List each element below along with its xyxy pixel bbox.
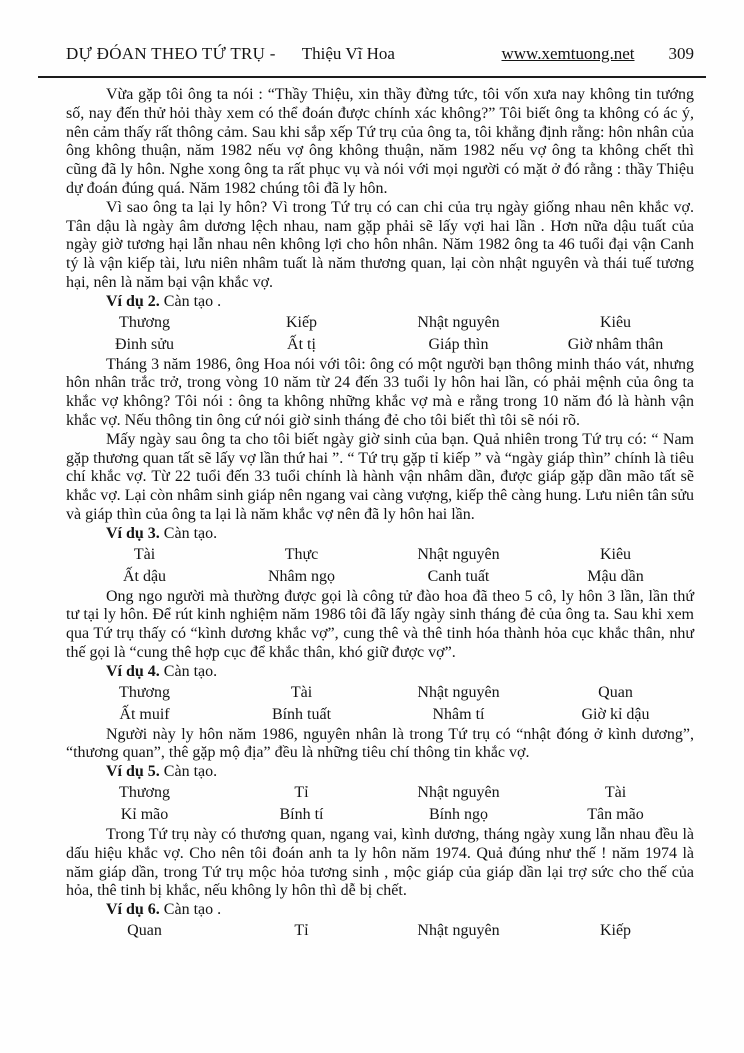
pillar-cell: Thương: [119, 683, 170, 701]
pillar-cell: Quan: [127, 921, 162, 939]
paragraph-5: Ong ngo người mà thường được gọi là công tử đào hoa đã theo 5 cô, ly hôn 3 lần, lần thứ tư tại ly hôn. Để rút kinh nghiệm năm 1986 tôi đã lấy ngày sinh tháng đẻ của ông ta. Sau khi xem qua Tứ trụ thấy có “kình dương khắc vợ”, cung thê và thê tinh hóa thành hỏa cục khắc thân, như thế gọi là “cung thê hợp cục để khắc thân, khó giữ được vợ”.: [66, 587, 694, 661]
example-3-table: [66, 544, 694, 588]
pillar-cell: Nhật nguyên: [417, 545, 500, 563]
pillar-cell: Canh tuất: [427, 567, 490, 585]
pillar-cell: Nhật nguyên: [417, 313, 500, 331]
pillar-cell: Kiêu: [599, 313, 632, 331]
pillar-cell: Mậu dần: [587, 567, 644, 585]
example-3-subtitle: Càn tạo.: [163, 524, 218, 542]
paragraph-2: Vì sao ông ta lại ly hôn? Vì trong Tứ trụ có can chi của trụ ngày giống nhau nên khắc vợ. Tân dậu là ngày âm dương lệch nhau, nam gặp phải sẽ lấy vợi hai lần . Hơn nữa dậu tuất của ngày giờ tương hại lẫn nhau nên không lợi cho hôn nhân. Năm 1982 ông ta 46 tuổi đại vận Canh tý là vận kiếp tài, lưu niên nhâm tuất là năm thương quan, lại còn nhật nguyên và thái tuế tương hại, nên là năm bại vận khắc vợ.: [66, 198, 694, 291]
pillar-cell: Ất dậu: [122, 567, 167, 585]
pillar-cell: Nhật nguyên: [417, 683, 500, 701]
example-6-subtitle: Càn tạo .: [163, 901, 222, 919]
pillar-cell: Ất tị: [287, 335, 316, 353]
pillar-cell: Nhật nguyên: [417, 783, 500, 801]
pillar-cell: Tài: [604, 783, 627, 801]
paragraph-3: Tháng 3 năm 1986, ông Hoa nói với tôi: ông có một người bạn thông minh tháo vát, nhưng hôn nhân trắc trở, trong vòng 10 năm từ 24 đến 33 tuổi ly hôn hai lần, có phải mệnh của ông ta khắc vợ không? Tôi nói : ông ta không những khắc vợ mà e rằng trong 10 năm đó là hành vận khắc vợ. Nếu thông tin ông cứ nói giờ sinh tháng đẻ cho tôi biết thì tôi sẽ nói rõ.: [66, 355, 694, 429]
table-row: [66, 334, 694, 356]
example-3-label: Ví dụ 3.: [106, 524, 160, 542]
example-5-table: [66, 782, 694, 826]
pillar-cell: Đinh sửu: [115, 335, 174, 353]
website-link[interactable]: www.xemtuong.net: [501, 44, 635, 63]
header-divider: [38, 76, 706, 78]
example-5-subtitle: Càn tạo.: [163, 763, 218, 781]
pillar-cell: Bính tuất: [271, 705, 332, 723]
pillar-cell: Thương: [119, 783, 170, 801]
paragraph-7: Trong Tứ trụ này có thương quan, ngang vai, kình dương, tháng ngày xung lẫn nhau đều là dấu hiệu khắc vợ. Cho nên tôi đoán anh ta ly hôn năm 1974. Quả đúng như thế ! năm 1974 là năm giáp dần, trong Tứ trụ mộc hỏa tương sinh , mộc giáp của giáp dần lại trợ sức cho thế của hỏa, thê tinh bị khắc, nếu không ly hôn thì dễ bị chết.: [66, 825, 694, 900]
example-2-table: [66, 312, 694, 356]
pillar-cell: Giờ nhâm thân: [567, 335, 664, 353]
book-title: DỰ ĐÓAN THEO TỨ TRỤ -: [66, 44, 276, 63]
example-3-heading: [66, 525, 694, 544]
pillar-cell: Bính ngọ: [428, 805, 489, 823]
pillar-cell: Ất muif: [119, 705, 170, 723]
example-6-table: [66, 920, 694, 942]
paragraph-4: Mấy ngày sau ông ta cho tôi biết ngày giờ sinh của bạn. Quả nhiên trong Tứ trụ có: “ Nam gặp thương quan tất sẽ lấy vợ lần thứ hai ”. “ Tứ trụ gặp tỉ kiếp ” và “ngày giáp thìn” chính là tiêu chí khắc vợ. Từ 22 tuổi đến 33 tuổi chính là hành vận nhâm dần, được giáp gặp dần mão tất sẽ khắc vợ. Lại còn nhâm sinh giáp nên ngang vai càng vượng, kiếp thê càng hung. Lưu niên tân sửu và giáp thìn của ông ta lại là năm khắc vợ nên đã ly hôn hai lần.: [66, 430, 694, 523]
table-row: [66, 704, 694, 726]
paragraph-6: Người này ly hôn năm 1986, nguyên nhân là trong Tứ trụ có “nhật đóng ở kình dương”, “thương quan”, thê gặp mộ địa” đều là những tiêu chí thông tin khắc vợ.: [66, 725, 694, 762]
table-row: [66, 782, 694, 804]
pillar-cell: Thực: [284, 545, 319, 563]
paragraph-1: Vừa gặp tôi ông ta nói : “Thầy Thiệu, xin thầy đừng tức, tôi vốn xưa nay không tin tướng số, nay đến thử hỏi thày xem có thể đoán được chính xác không?” Tôi biết ông ta không có ác ý, nên cảm thấy rất thông cảm. Sau khi sắp xếp Tứ trụ của ông ta, tôi khẳng định rằng: hôn nhân của ông không thuận, năm 1982 nếu vợ ông không thuận, năm 1982 nếu vợ ông ta không chết thì cũng đã ly hôn. Nghe xong ông ta rất phục vụ và nói với mọi người có mặt ở đó rằng : thầy Thiệu dự đoán đúng quá. Năm 1982 chúng tôi đã ly hôn.: [66, 86, 694, 197]
pillar-cell: Tài: [290, 683, 313, 701]
pillar-cell: Tỉ: [294, 921, 309, 939]
book-author: Thiệu Vĩ Hoa: [301, 44, 395, 63]
pillar-cell: Nhật nguyên: [417, 921, 500, 939]
example-2-subtitle: Càn tạo .: [163, 292, 222, 310]
pillar-cell: Nhâm tí: [432, 705, 485, 723]
pillar-cell: Tỉ: [294, 783, 309, 801]
pillar-cell: Tân mão: [587, 805, 644, 823]
table-row: [66, 920, 694, 942]
pillar-cell: Thương: [119, 313, 170, 331]
page-header: [66, 44, 694, 64]
table-row: [66, 544, 694, 566]
example-4-table: [66, 682, 694, 726]
pillar-cell: Kiếp: [599, 921, 632, 939]
example-5-label: Ví dụ 5.: [106, 763, 160, 781]
table-row: [66, 682, 694, 704]
example-4-heading: [66, 663, 694, 682]
example-4-label: Ví dụ 4.: [106, 662, 160, 680]
pillar-cell: Giáp thìn: [428, 335, 489, 353]
table-row: [66, 804, 694, 826]
example-6-heading: [66, 901, 694, 920]
pillar-cell: Kiêu: [599, 545, 632, 563]
pillar-cell: Bính tí: [279, 805, 324, 823]
example-2-heading: [66, 293, 694, 312]
pillar-cell: Kỉ mão: [120, 805, 169, 823]
pillar-cell: Tài: [133, 545, 156, 563]
pillar-cell: Giờ kỉ dậu: [581, 705, 650, 723]
page-number: 309: [668, 44, 694, 63]
example-4-subtitle: Càn tạo.: [163, 662, 218, 680]
page-content: [66, 86, 694, 942]
pillar-cell: Nhâm ngọ: [267, 567, 336, 585]
example-2-label: Ví dụ 2.: [106, 292, 160, 310]
pillar-cell: Quan: [598, 683, 633, 701]
example-6-label: Ví dụ 6.: [106, 901, 160, 919]
pillar-cell: Kiếp: [285, 313, 318, 331]
example-5-heading: [66, 763, 694, 782]
table-row: [66, 312, 694, 334]
table-row: [66, 566, 694, 588]
